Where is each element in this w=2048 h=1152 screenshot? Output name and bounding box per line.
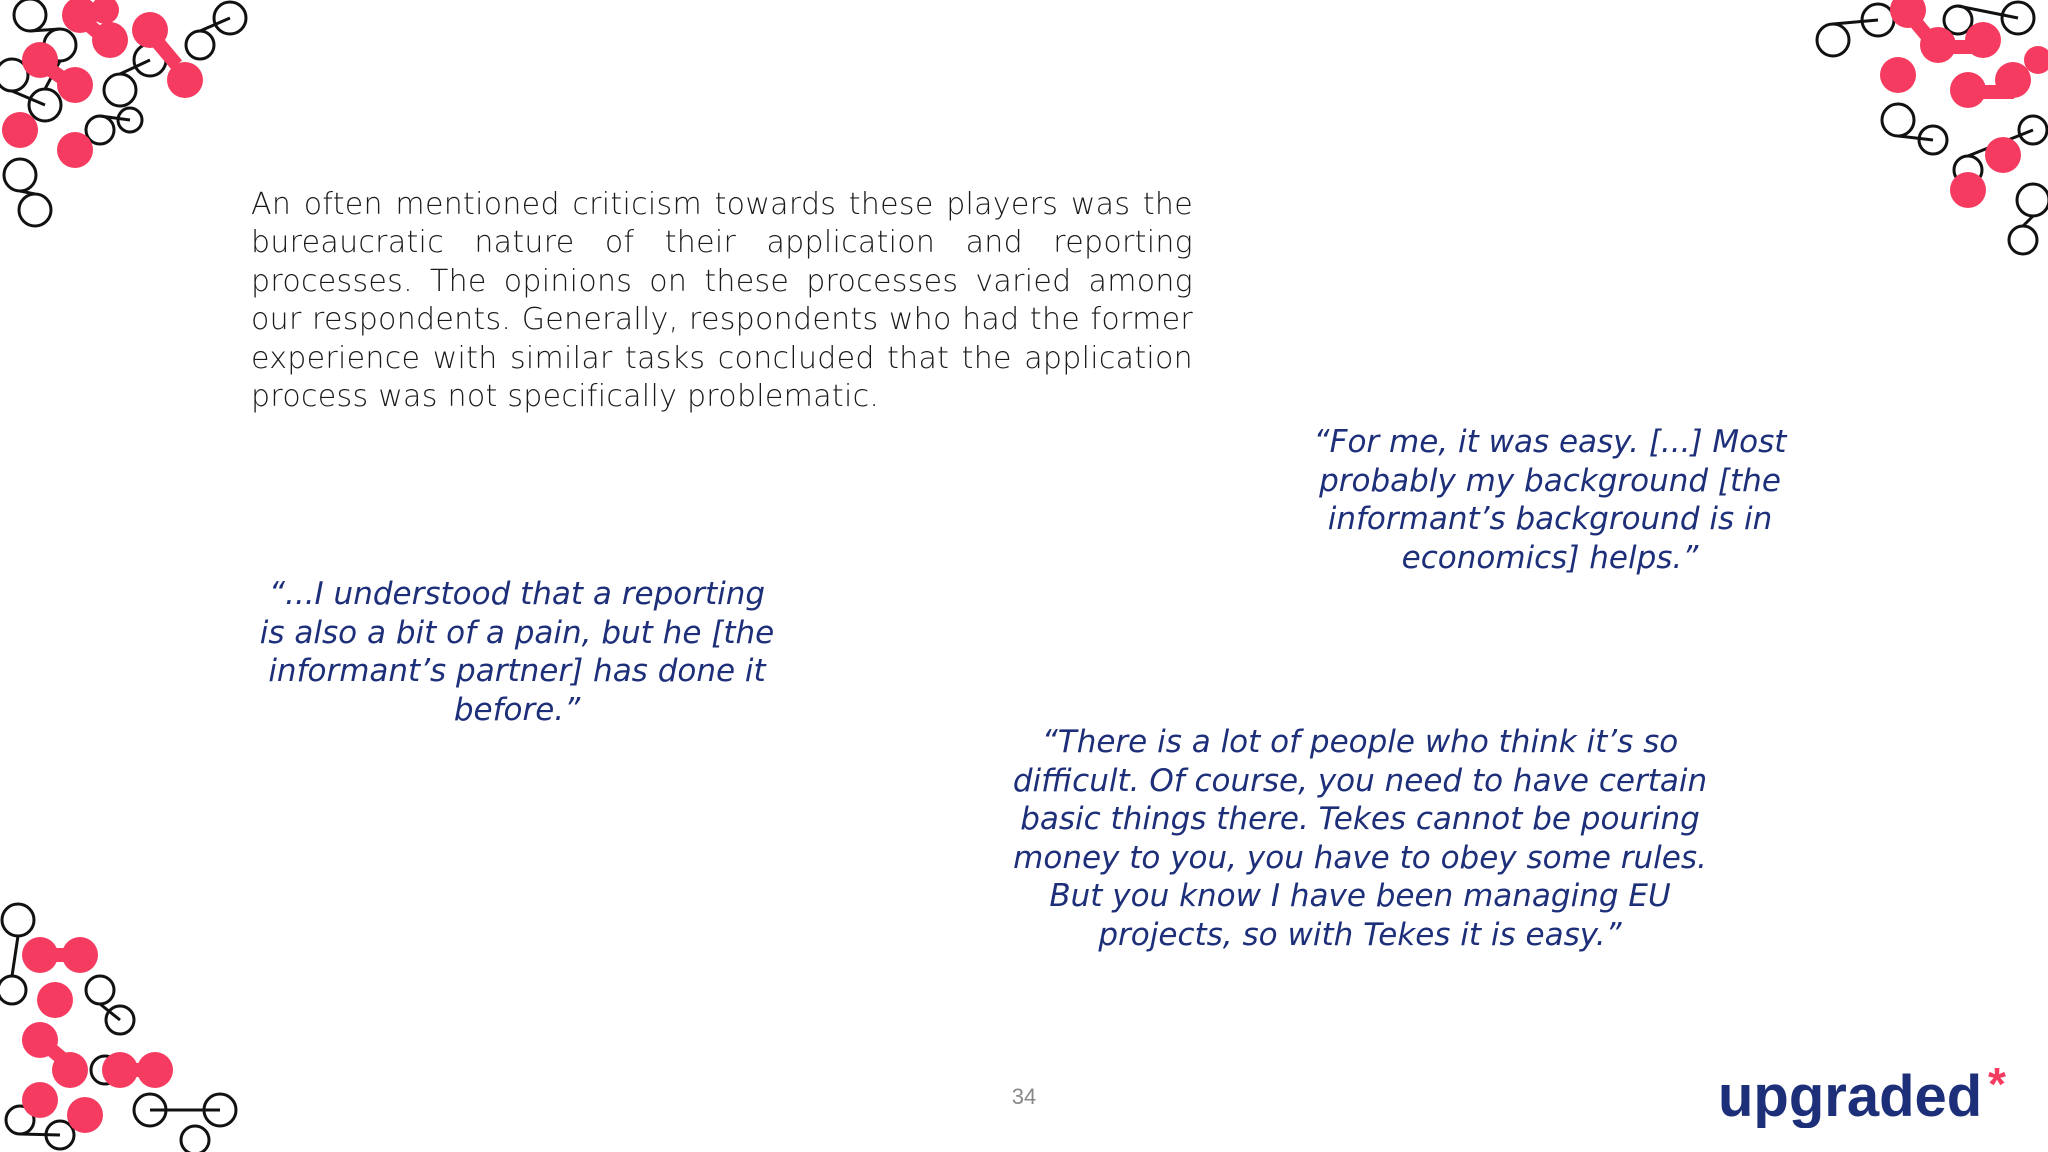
body-paragraph: An often mentioned criticism towards these players was the bureaucratic nature of their application and reporting processes. The opinions on these processes varied among our respondents. Generally, respondents who had the former experience with similar tasks concluded that the application process was not specifically problematic. <box>251 187 1193 415</box>
logo-asterisk-icon: * <box>1988 1058 2006 1110</box>
decorative-pattern-bottom-left <box>0 890 250 1152</box>
quote-easy-background: “For me, it was easy. [...] Most probably my background [the informant’s background is in economics] helps.” <box>1313 424 1787 576</box>
decorative-pattern-top-left <box>0 0 260 240</box>
logo-wordmark: upgraded <box>1718 1064 1983 1128</box>
page-number: 34 <box>1011 1084 1037 1109</box>
brand-logo <box>1716 1058 2016 1128</box>
quote-tekes-easy: “There is a lot of people who think it’s so difficult. Of course, you need to have certain basic things there. Tekes cannot be pouring money to you, you have to obey some rules. But you know I have been managing EU projects, so with Tekes it is easy.” <box>1012 724 1708 953</box>
decorative-pattern-top-right <box>1808 0 2048 260</box>
quote-reporting-pain: “...I understood that a reporting is also a bit of a pain, but he [the informant’s partner] has done it before.” <box>259 576 775 728</box>
